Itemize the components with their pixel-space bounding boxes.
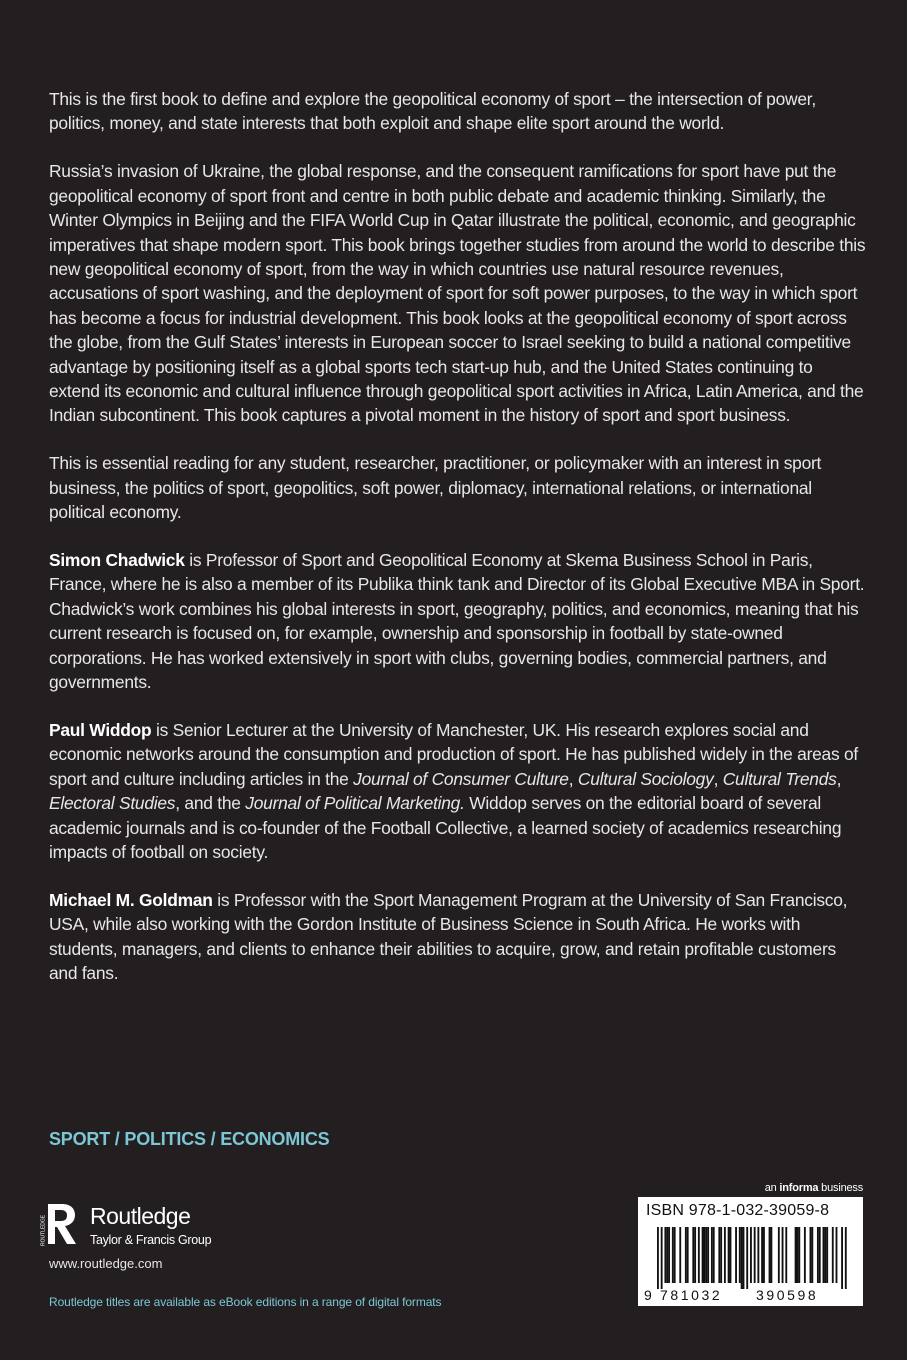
barcode-bar: [797, 1227, 799, 1283]
barcode-graphic: [638, 1197, 863, 1306]
barcode-bar: [718, 1227, 720, 1283]
barcode-bar: [730, 1227, 732, 1283]
barcode-bar: [770, 1227, 772, 1283]
barcode-bar: [739, 1227, 741, 1283]
barcode-bar: [674, 1227, 676, 1283]
barcode-bar: [666, 1227, 668, 1283]
author-name: Paul Widdop: [49, 719, 152, 740]
barcode-bar: [705, 1227, 707, 1283]
publisher-group: Taylor & Francis Group: [90, 1233, 212, 1247]
informa-tagline: [765, 1182, 863, 1194]
blurb-paragraph-1: This is the first book to define and explore the geopolitical economy of sport – the intersection of power, politics, money, and state interests that both exploit and shape elite sport around the world.: [49, 89, 816, 134]
subject-categories: SPORT / POLITICS / ECONOMICS: [49, 1129, 330, 1149]
back-cover-copy: [49, 87, 867, 1009]
blurb-paragraph-2: Russia’s invasion of Ukraine, the global response, and the consequent ramifications for sport have put the geopolitical economy of sport front and centre in both public debate and academic thinking. Similarly, the Winter Olympics in Beijing and the FIFA World Cup in Qatar illustrate the political, economic, and geographic imperatives that shape modern sport. This book brings together studies from around the world to describe this new geopolitical economy of sport, from the way in which countries use natural resource revenues, accusations of sport washing, and the deployment of sport for soft power purposes, to the way in which sport has become a focus for industrial development. This book looks at the geopolitical economy of sport across the globe, from the Gulf States’ interests in European soccer to Israel seeking to build a national competitive advantage by positioning itself as a global sports tech start-up hub, and the United States continuing to extend its economic and cultural influence through geopolitical sport activities in Africa, Latin America, and the Indian subcontinent. This book captures a pivotal moment in the history of sport and sport business.: [49, 161, 866, 426]
barcode-bar: [832, 1227, 834, 1283]
barcode-bar: [845, 1227, 847, 1289]
barcode-bar: [692, 1227, 694, 1283]
barcode-bar: [750, 1227, 752, 1283]
separator: ,: [836, 768, 842, 789]
author-bio-text: is Professor of Sport and Geopolitical Economy at Skema Business School in Paris, France, where he is also a member of its Publika think tank and Director of its Global Executive MBA in Sport. Chadwick’s work combines his global interests in sport, geography, politics, and economics, meaning that his current research is focused on, for example, ownership and sponsorship in football by state-owned corporations. He has worked extensively in sport with clubs, governing bodies, commercial partners, and governments.: [49, 550, 865, 693]
barcode-bar: [798, 1227, 800, 1283]
barcode-bar: [826, 1227, 828, 1283]
barcode-bar: [782, 1227, 784, 1283]
author-bio-goldman: [49, 888, 867, 986]
barcode-bar: [694, 1227, 696, 1283]
author-bio-text: is Professor with the Sport Management Program at the University of San Francisco, USA, while also working with the Gordon Institute of Business Science in South Africa. He works with students, managers, and clients to enhance their abilities to acquire, grow, and retain profitable customers and fans.: [49, 889, 848, 984]
informa-brand: informa: [779, 1182, 819, 1194]
informa-suffix: business: [818, 1182, 863, 1194]
barcode-digits-lead: 9: [644, 1287, 652, 1303]
barcode-bar: [668, 1227, 670, 1283]
separator: ,: [568, 768, 578, 789]
separator: ,: [713, 768, 723, 789]
barcode-bar: [836, 1227, 838, 1283]
barcode-bar: [817, 1227, 819, 1283]
barcode-bar: [741, 1227, 743, 1289]
journal-title: Journal of Political Marketing.: [245, 793, 465, 814]
author-bio-text: Widdop serves on the editorial board of several academic journals and is co-founder of the Football Collective, a learned society of academics researching impacts of football on society.: [49, 793, 842, 862]
barcode-bar: [687, 1227, 689, 1283]
barcode-digits-left: 781032: [660, 1287, 723, 1303]
barcode-bar: [711, 1227, 713, 1283]
journal-title: Cultural Trends: [722, 768, 837, 789]
barcode-bar: [672, 1227, 674, 1283]
informa-prefix: an: [764, 1182, 780, 1194]
barcode-bar: [795, 1227, 797, 1283]
publisher-website: www.routledge.com: [49, 1256, 163, 1271]
barcode-bar: [769, 1227, 771, 1283]
journal-title: Electoral Studies: [49, 793, 176, 814]
barcode-bar: [685, 1227, 687, 1283]
author-bio-text: is Senior Lecturer at the University of Manchester, UK. His research explores social and economic networks around the consumption and production of sport. He has published widely in the areas of sport and culture including articles in the: [49, 719, 858, 789]
barcode-bar: [724, 1227, 726, 1283]
barcode-bar: [785, 1227, 787, 1283]
barcode-bar: [746, 1227, 748, 1289]
barcode-bar: [702, 1227, 704, 1283]
barcode-bar: [661, 1227, 663, 1289]
author-name: Simon Chadwick: [49, 550, 185, 570]
journal-title: Cultural Sociology: [577, 768, 714, 789]
separator: , and the: [175, 793, 246, 814]
barcode-bar: [657, 1227, 659, 1289]
barcode-bar: [778, 1227, 780, 1283]
journal-title: Journal of Consumer Culture: [353, 768, 569, 789]
isbn-barcode: [638, 1197, 863, 1306]
blurb-paragraph-3: This is essential reading for any student, researcher, practitioner, or policymaker with an interest in sport business, the politics of sport, geopolitics, soft power, diplomacy, international relations, or international political economy.: [49, 453, 822, 523]
logo-wordmark: ROUTLEDGE: [40, 1214, 47, 1246]
barcode-bar: [823, 1227, 825, 1283]
author-name: Michael M. Goldman: [49, 889, 213, 910]
barcode-bar: [735, 1227, 737, 1283]
author-bio-widdop: [49, 718, 867, 864]
barcode-bar: [824, 1227, 826, 1283]
author-bio-chadwick: [49, 548, 867, 694]
barcode-digits-right: 390598: [756, 1287, 819, 1303]
barcode-bar: [819, 1227, 821, 1283]
barcode-bar: [704, 1227, 706, 1283]
barcode-bar: [713, 1227, 715, 1283]
barcode-bar: [728, 1227, 730, 1283]
ebook-note: Routledge titles are available as eBook editions in a range of digital formats: [49, 1295, 442, 1309]
barcode-bar: [811, 1227, 813, 1283]
barcode-bar: [804, 1227, 806, 1283]
barcode-bar: [841, 1227, 843, 1289]
barcode-bar: [757, 1227, 759, 1283]
barcode-bar: [810, 1227, 812, 1283]
barcode-bar: [698, 1227, 700, 1283]
barcode-bar: [664, 1227, 666, 1283]
barcode-bar: [754, 1227, 756, 1283]
barcode-bar: [761, 1227, 763, 1283]
barcode-bar: [763, 1227, 765, 1283]
routledge-logo-icon: [42, 1202, 82, 1252]
barcode-bar: [679, 1227, 681, 1283]
isbn-label: ISBN 978-1-032-39059-8: [646, 1202, 830, 1219]
barcode-bar: [707, 1227, 709, 1283]
barcode-bar: [743, 1227, 745, 1289]
barcode-bar: [720, 1227, 722, 1283]
publisher-name: Routledge: [90, 1203, 191, 1229]
